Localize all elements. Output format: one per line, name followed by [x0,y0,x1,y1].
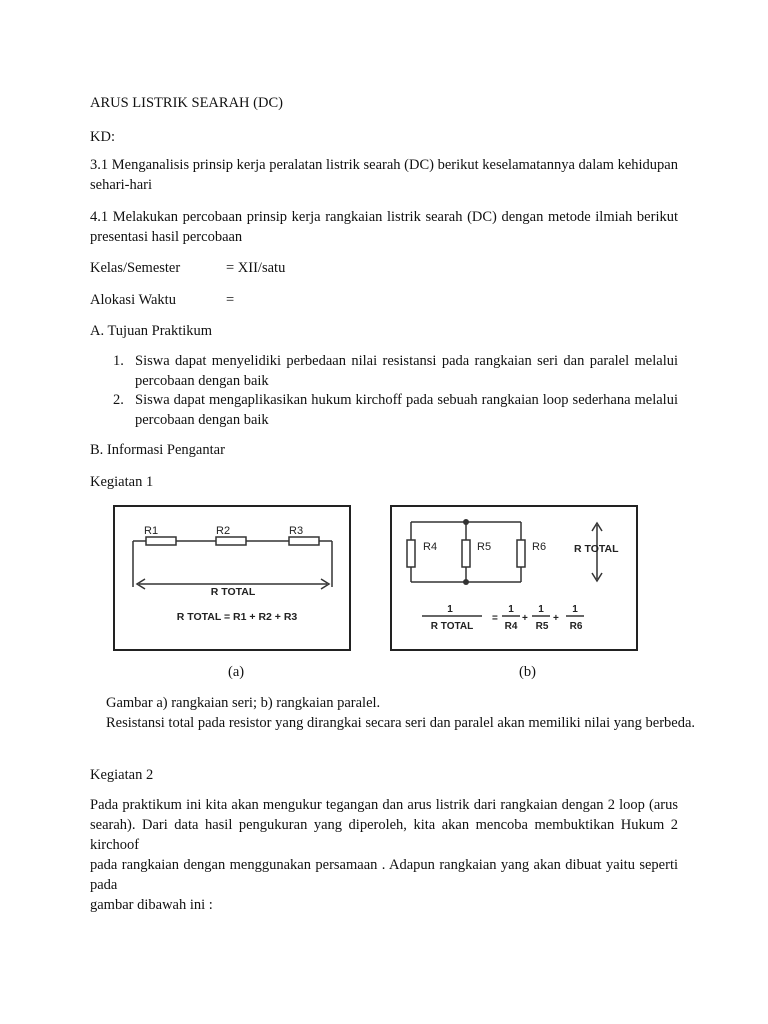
resistor-r1 [146,537,176,545]
goal-number: 1. [113,353,124,369]
kegiatan-2-heading: Kegiatan 2 [90,767,154,783]
goal-line1: Siswa dapat menyelidiki perbedaan nilai resistansi pada rangkaian seri dan paralel melalui [135,353,678,369]
goal-line2: percobaan dengan baik [135,412,269,428]
section-b-heading: B. Informasi Pengantar [90,442,225,458]
resistor-r3 [289,537,319,545]
denominator-total: R TOTAL [430,621,474,632]
label-r2: R2 [216,525,231,537]
paragraph-line: gambar dibawah ini : [90,897,213,913]
numerator-r6: 1 [572,604,578,615]
kelas-row [90,258,286,278]
kd-label: KD: [90,129,115,145]
resistor-r6 [517,540,525,567]
kegiatan-2-paragraph [90,795,678,915]
goal-line2: percobaan dengan baik [135,373,269,389]
alokasi-row [90,290,235,310]
paragraph-line: searah). Dari data hasil pengukuran yang diperoleh, kita akan mencoba membuktikan Hukum 2 kirchoof [90,817,678,853]
label-r6: R6 [532,541,547,553]
denominator-r6: R6 [569,621,583,632]
numerator-total: 1 [447,604,453,615]
goal-number: 2. [113,392,124,408]
kegiatan-1-heading: Kegiatan 1 [90,474,154,490]
kelas-label: Kelas/Semester [90,260,181,276]
caption-b: (b) [519,664,536,680]
kd-4-1-line2: presentasi hasil percobaan [90,229,243,245]
kd-3-1-line1: 3.1 Menganalisis prinsip kerja peralatan listrik searah (DC) berikut keselamatannya dalam kehidupan [90,157,678,173]
caption-a: (a) [228,664,245,680]
denominator-r4: R4 [504,621,518,632]
doc-title: ARUS LISTRIK SEARAH (DC) [90,95,283,111]
alokasi-label: Alokasi Waktu [90,292,176,308]
label-r1: R1 [144,525,159,537]
plus-sign: + [553,613,559,624]
resistor-r2 [216,537,246,545]
numerator-r5: 1 [538,604,544,615]
series-circuit-diagram [113,505,353,653]
label-r3: R3 [289,525,304,537]
equals-sign: = [492,613,498,624]
gambar-caption: Gambar a) rangkaian seri; b) rangkaian paralel. [106,695,381,711]
resistansi-text: Resistansi total pada resistor yang dirangkai secara seri dan paralel akan memiliki nilai yang berbeda. [106,715,696,731]
kd-4-1-line1: 4.1 Melakukan percobaan prinsip kerja rangkaian listrik searah (DC) dengan metode ilmiah berikut [90,209,678,225]
numerator-r4: 1 [508,604,514,615]
label-r-total: R TOTAL [210,586,256,598]
resistor-r5 [462,540,470,567]
kd-3-1 [90,155,678,195]
kd-4-1 [90,207,678,247]
alokasi-value: = [226,292,235,308]
parallel-circuit-diagram [390,505,640,653]
goal-line1: Siswa dapat mengaplikasikan hukum kirchoff pada sebuah rangkaian loop sederhana melalui [135,392,678,408]
section-a-heading: A. Tujuan Praktikum [90,323,213,339]
goal-item [113,351,678,391]
resistor-r4 [407,540,415,567]
label-r5: R5 [477,541,492,553]
label-r4: R4 [423,541,438,553]
plus-sign: + [522,613,528,624]
paragraph-line: Pada praktikum ini kita akan mengukur tegangan dan arus listrik dari rangkaian dengan 2 loop (arus [90,797,678,813]
label-r-total: R TOTAL [574,543,619,555]
goal-item [113,390,678,430]
denominator-r5: R5 [535,621,549,632]
paragraph-line: pada rangkaian dengan menggunakan persamaan . Adapun rangkaian yang akan dibuat yaitu seperti pada [90,857,678,893]
series-formula: R TOTAL = R1 + R2 + R3 [176,611,298,623]
kelas-value: = XII/satu [226,260,286,276]
kd-3-1-line2: sehari-hari [90,177,152,193]
